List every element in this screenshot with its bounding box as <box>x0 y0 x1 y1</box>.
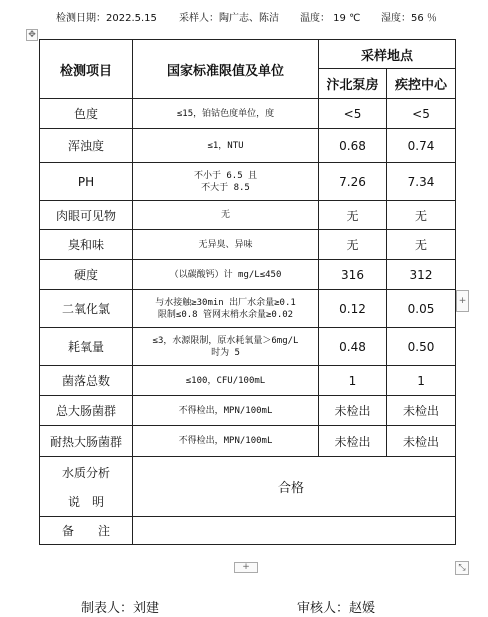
site2-value-cell: 未检出 <box>387 396 456 426</box>
table-row <box>40 201 456 230</box>
preparer: 制表人：刘建 <box>81 601 160 616</box>
standard-cell: 不得检出，MPN/100mL <box>133 396 319 426</box>
plus-icon[interactable]: + <box>456 290 469 312</box>
col-header-site1: 汴北泵房 <box>319 69 387 99</box>
remark-value <box>133 517 456 545</box>
sampler: 采样人：陶广志、陈洁 <box>179 13 279 24</box>
plus-icon[interactable]: + <box>234 562 258 573</box>
standard-cell: （以碳酸钙）计 mg/L≤450 <box>133 260 319 290</box>
table-row <box>40 328 456 366</box>
site1-value-cell: 316 <box>319 260 387 290</box>
site2-value-cell: 1 <box>387 366 456 396</box>
standard-cell: 不得检出，MPN/100mL <box>133 426 319 457</box>
item-cell: 菌落总数 <box>40 366 133 396</box>
standard-cell: ≤1，NTU <box>133 129 319 163</box>
site2-value-cell: 未检出 <box>387 426 456 457</box>
site2-value-cell: 0.05 <box>387 290 456 328</box>
table-row <box>40 260 456 290</box>
item-cell: 浑浊度 <box>40 129 133 163</box>
item-cell: 二氧化氯 <box>40 290 133 328</box>
site1-value-cell: 无 <box>319 201 387 230</box>
water-quality-table <box>39 39 456 545</box>
site2-value-cell: 0.50 <box>387 328 456 366</box>
standard-cell: ≤3，水源限制，原水耗氧量＞6mg/L 时为 5 <box>133 328 319 366</box>
site2-value-cell: 7.34 <box>387 163 456 201</box>
site1-value-cell: 无 <box>319 230 387 260</box>
analysis-label-line2: 说 明 <box>67 494 104 509</box>
table-row <box>40 290 456 328</box>
analysis-label <box>40 457 133 517</box>
item-cell: 臭和味 <box>40 230 133 260</box>
site2-value-cell: <5 <box>387 99 456 129</box>
site1-value-cell: <5 <box>319 99 387 129</box>
site1-value-cell: 未检出 <box>319 396 387 426</box>
site1-value-cell: 0.48 <box>319 328 387 366</box>
item-cell: 硬度 <box>40 260 133 290</box>
site1-value-cell: 未检出 <box>319 426 387 457</box>
site2-value-cell: 无 <box>387 230 456 260</box>
temperature: 温度： 19 ℃ <box>300 13 361 24</box>
site1-value-cell: 7.26 <box>319 163 387 201</box>
humidity: 湿度：56 ％ <box>381 13 437 24</box>
table-row <box>40 230 456 260</box>
table-row <box>40 99 456 129</box>
standard-cell: 不小于 6.5 且 不大于 8.5 <box>133 163 319 201</box>
move-cross-icon[interactable]: ✥ <box>26 29 38 41</box>
item-cell: 色度 <box>40 99 133 129</box>
resize-diagonal-icon[interactable]: ⤡ <box>455 561 469 575</box>
test-date: 检测日期：2022.5.15 <box>56 13 157 24</box>
col-header-site2: 疾控中心 <box>387 69 456 99</box>
col-header-standard: 国家标准限值及单位 <box>133 40 319 99</box>
table-row <box>40 426 456 457</box>
table-row <box>40 163 456 201</box>
col-header-site-group: 采样地点 <box>319 40 456 69</box>
table-row <box>40 396 456 426</box>
site1-value-cell: 1 <box>319 366 387 396</box>
table-row <box>40 366 456 396</box>
analysis-label-line1: 水质分析 <box>61 465 110 480</box>
item-cell: 肉眼可见物 <box>40 201 133 230</box>
item-cell: PH <box>40 163 133 201</box>
site1-value-cell: 0.68 <box>319 129 387 163</box>
item-cell: 耐热大肠菌群 <box>40 426 133 457</box>
table-row <box>40 129 456 163</box>
standard-cell: ≤15，铂钴色度单位，度 <box>133 99 319 129</box>
col-header-item: 检测项目 <box>40 40 133 99</box>
standard-cell: ≤100，CFU/100mL <box>133 366 319 396</box>
analysis-value: 合格 <box>133 457 456 517</box>
remark-label: 备 注 <box>40 517 133 545</box>
item-cell: 耗氧量 <box>40 328 133 366</box>
standard-cell: 与水接触≥30min 出厂水余量≥0.1 限制≤0.8 管网末梢水余量≥0.02 <box>133 290 319 328</box>
site2-value-cell: 312 <box>387 260 456 290</box>
item-cell: 总大肠菌群 <box>40 396 133 426</box>
site1-value-cell: 0.12 <box>319 290 387 328</box>
reviewer: 审核人：赵媛 <box>297 601 376 616</box>
standard-cell: 无 <box>133 201 319 230</box>
site2-value-cell: 无 <box>387 201 456 230</box>
report-header <box>56 9 456 25</box>
standard-cell: 无异臭、异味 <box>133 230 319 260</box>
site2-value-cell: 0.74 <box>387 129 456 163</box>
